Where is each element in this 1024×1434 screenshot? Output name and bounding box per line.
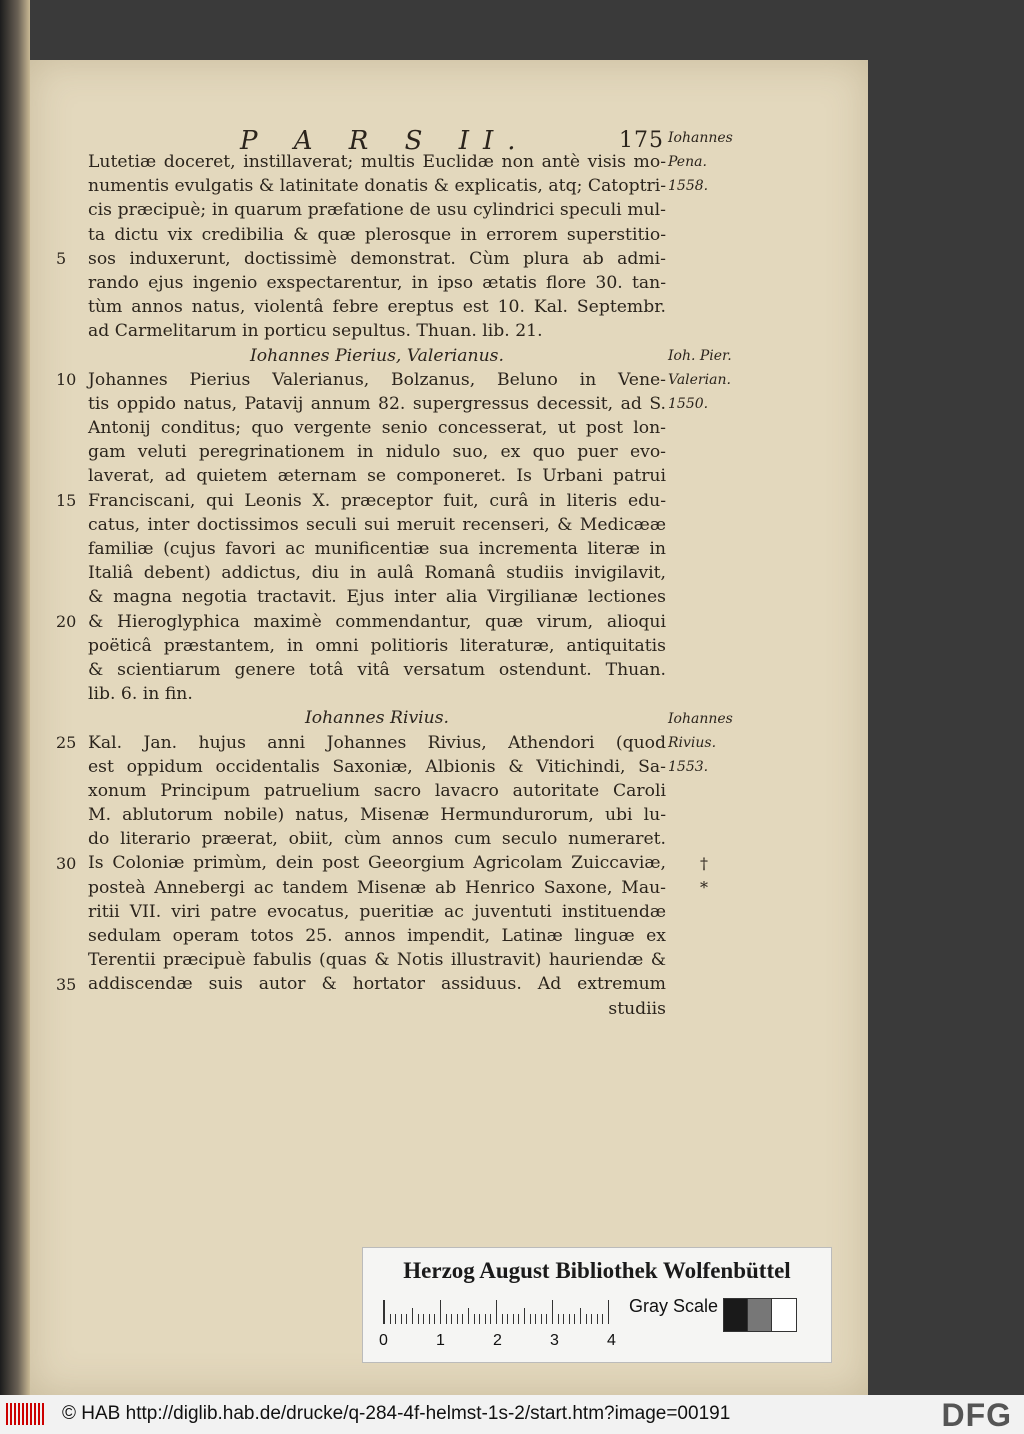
color-scale-card [362,1247,832,1363]
ruler-tick [580,1308,581,1324]
ruler-tick [490,1314,491,1324]
ruler-tick [563,1314,564,1324]
ruler-tick [569,1314,570,1324]
text-line: cis præcipuè; in quarum præfatione de usu cylindrici speculi mul- [88,200,666,221]
text-line: sos induxerunt, doctissimè demonstrat. Cùm plura ab admi- [88,248,666,269]
text-line: rando ejus ingenio exspectarentur, in ipso ætatis flore 30. tan- [88,272,666,293]
ruler-tick [423,1314,424,1324]
text-line: tis oppido natus, Patavij annum 82. supergressus decessit, ad S. [88,393,666,414]
ruler-tick [406,1314,407,1324]
gray-scale-label: Gray Scale [629,1296,719,1316]
margin-note: 1553. [668,759,709,775]
swatch-gray [747,1298,773,1332]
ruler-tick [597,1314,598,1324]
text-line: addiscendæ suis autor & hortator assiduus. Ad extremum [88,974,666,995]
header-title: P A R S II. [240,126,530,156]
ruler-tick [502,1314,503,1324]
ruler-tick [412,1308,413,1324]
text-line: posteà Annebergi ac tandem Misenæ ab Henrico Saxone, Mau- [88,877,666,898]
library-name: Herzog August Bibliothek Wolfenbüttel [403,1258,791,1283]
swatch-white [771,1298,797,1332]
text-line: numentis evulgatis & latinitate donatis & explicatis, atq; Catoptri- [88,176,666,197]
text-line: ad Carmelitarum in porticu sepultus. Thuan. lib. 21. [88,321,543,342]
margin-note: Iohannes [668,129,733,146]
margin-symbol: † [700,853,708,873]
ruler-number: 2 [493,1332,502,1349]
ruler-tick [384,1300,385,1324]
line-number: 30 [56,853,77,873]
ruler-tick [451,1314,452,1324]
body-text [88,150,666,1021]
text-line: est oppidum occidentalis Saxoniæ, Albionis & Vitichindi, Sa- [88,756,666,777]
ruler-tick [530,1314,531,1324]
ruler-tick [524,1308,525,1324]
line-number: 25 [56,732,77,752]
ruler-tick [462,1314,463,1324]
ruler-tick [457,1314,458,1324]
ruler-tick [558,1314,559,1324]
text-line: tùm annos natus, violentâ febre ereptus est 10. Kal. Septembr. [88,297,666,318]
line-number: 15 [56,490,77,510]
text-line: Is Coloniæ primùm, dein post Geeorgium Agricolam Zuiccaviæ, [88,853,666,874]
ruler-tick [401,1314,402,1324]
text-line: Iohannes Pierius, Valerianus. [250,345,504,366]
line-number: 10 [56,369,77,389]
text-line: catus, inter doctissimos seculi sui meruit recenseri, & Medicææ [88,514,666,535]
ruler-tick [507,1314,508,1324]
ruler-tick [434,1314,435,1324]
text-line: ta dictu vix credibilia & quæ plerosque in errorem superstitio- [88,224,666,245]
line-number: 35 [56,974,77,994]
ruler-tick [440,1300,441,1324]
ruler-number: 0 [379,1332,388,1349]
text-line: Kal. Jan. hujus anni Johannes Rivius, Athendori (quod [88,732,666,753]
line-number: 20 [56,611,77,631]
margin-note: Ioh. Pier. [668,347,732,364]
ruler-tick [429,1314,430,1324]
margin-note: Valerian. [668,371,731,388]
text-line: Antonij conditus; quo vergente senio concesserat, ut post lon- [88,418,666,439]
ruler-tick [446,1314,447,1324]
hab-logo-icon [6,1403,46,1425]
ruler-tick [602,1314,603,1324]
text-line: lib. 6. in fin. [88,684,193,705]
text-line: & Hieroglyphica maximè commendantur, quæ virum, alioqui [88,611,666,632]
text-line: gam veluti peregrinationem in nidulo suo, ex quo puer evo- [88,442,666,463]
dfg-logo: DFG [941,1397,1012,1433]
text-line: ritii VII. viri patre evocatus, pueritiæ ac juventuti instituendæ [88,901,666,922]
margin-symbol: * [700,878,708,897]
ruler-tick [608,1300,609,1324]
text-line: familiæ (cujus favori ac munificentiæ sua incrementa literæ in [88,539,666,559]
ruler-tick [468,1308,469,1324]
ruler-tick [513,1314,514,1324]
text-line: M. ablutorum nobile) natus, Misenæ Hermundurorum, ubi lu- [88,805,666,826]
ruler-tick [535,1314,536,1324]
text-line: Lutetiæ doceret, instillaverat; multis Euclidæ non antè visis mo- [88,152,666,172]
adjacent-page-edge [0,0,30,1395]
footer-bar [0,1395,1024,1434]
ruler-number: 1 [436,1332,445,1349]
margin-note: Pena. [668,154,707,170]
ruler-tick [395,1314,396,1324]
text-line: Terentii præcipuè fabulis (quas & Notis illustravit) hauriendæ & [88,950,666,971]
ruler-tick [586,1314,587,1324]
text-line: Iohannes Rivius. [304,708,450,729]
ruler-tick [552,1300,553,1324]
text-line: Franciscani, qui Leonis X. præceptor fuit, curâ in literis edu- [88,490,666,511]
text-line: Italiâ debent) addictus, diu in aulâ Romanâ studiis invigilavit, [88,563,666,584]
swatch-black [723,1298,749,1332]
ruler-tick [479,1314,480,1324]
footer-url[interactable]: © HAB http://diglib.hab.de/drucke/q-284-4f-helmst-1s-2/start.htm?image=00191 [62,1403,731,1424]
ruler-tick [418,1314,419,1324]
text-line: & scientiarum genere totâ vitâ versatum ostendunt. Thuan. [88,659,666,680]
text-line: studiis [608,998,666,1019]
margin-note: 1558. [668,178,709,195]
text-line: & magna negotia tractavit. Ejus inter alia Virgilianæ lectiones [88,587,666,608]
text-line: xonum Principum patruelium sacro lavacro autoritate Caroli [88,780,666,801]
ruler-tick [541,1314,542,1324]
ruler-tick [591,1314,592,1324]
ruler-tick [518,1314,519,1324]
margin-note: Iohannes [668,710,733,727]
ruler-tick [474,1314,475,1324]
line-number: 5 [56,248,67,268]
margin-note: 1550. [668,396,709,412]
text-line: laverat, ad quietem æternam se componeret. Is Urbani patrui [88,466,666,487]
text-line: do literario præerat, obiit, cùm annos cum seculo numeraret. [88,829,666,850]
ruler-number: 4 [607,1332,616,1349]
page-number: 175 [619,128,664,153]
ruler-tick [546,1314,547,1324]
ruler-number: 3 [550,1332,559,1349]
text-line: poëticâ præstantem, in omni politioris literaturæ, antiquitatis [88,635,666,656]
text-line: Johannes Pierius Valerianus, Bolzanus, Beluno in Vene- [88,369,666,390]
ruler-tick [496,1300,497,1324]
text-line: sedulam operam totos 25. annos impendit, Latinæ linguæ ex [88,926,666,946]
margin-note: Rivius. [668,734,717,751]
ruler [383,1300,614,1324]
ruler-tick [574,1314,575,1324]
ruler-tick [485,1314,486,1324]
ruler-tick [390,1314,391,1324]
